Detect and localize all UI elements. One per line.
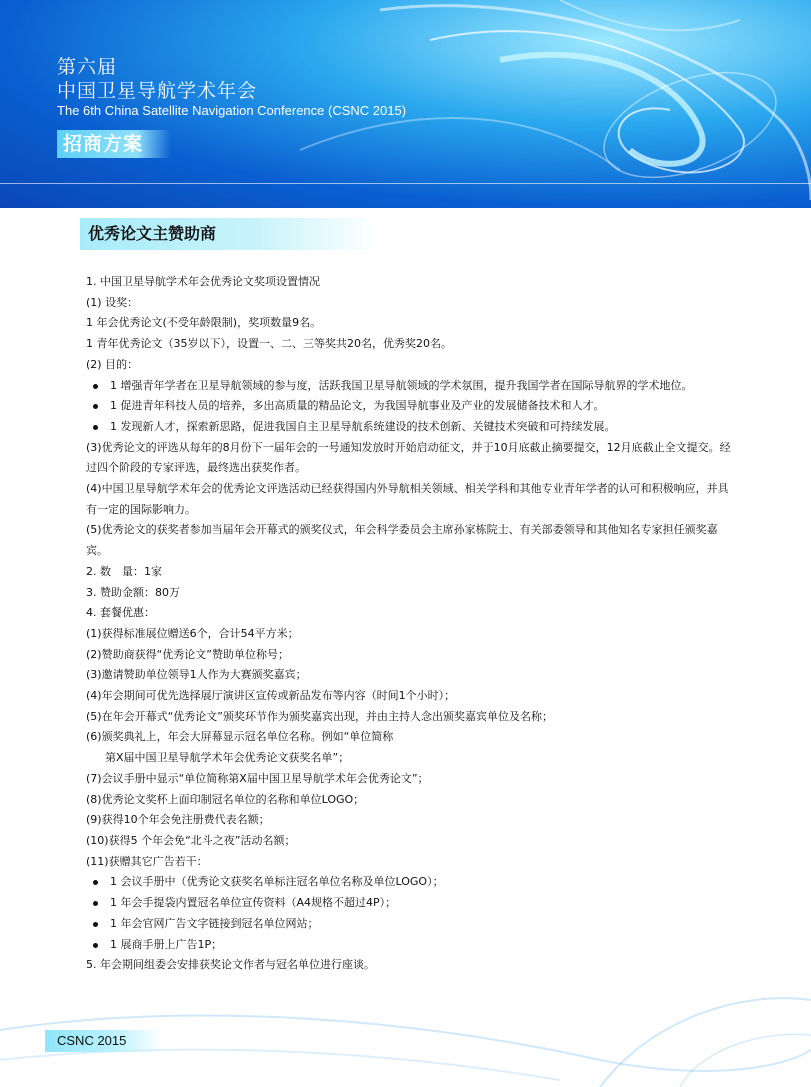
conference-title-en: The 6th China Satellite Navigation Conference (CSNC 2015) [57,103,407,118]
text-line: 1 青年优秀论文（35岁以下），设置一、二、三等奖共20名，优秀奖20名。 [86,337,452,351]
document-subtitle: 招商方案 [57,130,171,158]
conference-edition: 第六届 [57,56,118,78]
text-line: (1) 设奖： [86,295,139,309]
bullet-item: 1 发现新人才，探索新思路，促进我国自主卫星导航系统建设的技术创新、关键技术突破和可持续发展。 [86,417,736,438]
text-line: 5. 年会期间组委会安排获奖论文作者与冠名单位进行座谈。 [86,958,375,972]
bullet-item: 1 增强青年学者在卫星导航领域的参与度，活跃我国卫星导航领域的学术氛围，提升我国学者在国际导航界的学术地位。 [86,376,736,397]
bullet-item: 1 年会官网广告文字链接到冠名单位网站； [86,914,736,935]
text-line: 2. 数 量：1家 [86,564,162,578]
bullet-item: 1 会议手册中（优秀论文获奖名单标注冠名单位名称及单位LOGO）； [86,872,736,893]
text-line: 3. 赞助金额：80万 [86,585,180,599]
bullet-item: 1 促进青年科技人员的培养，多出高质量的精品论文，为我国导航事业及产业的发展储备技术和人才。 [86,396,736,417]
text-line: 1. 中国卫星导航学术年会优秀论文奖项设置情况 [86,275,320,288]
text-line: (4)年会期间可优先选择展厅演讲区宣传或新品发布等内容（时间1个小时）； [86,689,456,703]
text-line: (6)颁奖典礼上，年会大屏幕显示冠名单位名称。例如“单位简称 [86,730,394,744]
text-line: (4)中国卫星导航学术年会的优秀论文评选活动已经获得国内外导航相关领域、相关学科和其他专业青年学者的认可和积极响应，并具有一定的国际影响力。 [86,482,729,516]
text-line: (3)邀请赞助单位领导1人作为大赛颁奖嘉宾； [86,668,307,682]
conference-title-cn: 中国卫星导航学术年会 [57,80,258,102]
text-line: (5)优秀论文的获奖者参加当届年会开幕式的颁奖仪式，年会科学委员会主席孙家栋院士、有关部委领导和其他知名专家担任颁奖嘉宾。 [86,523,718,558]
bottom-swirl-decoration [0,880,811,1087]
text-line: (2)赞助商获得“优秀论文”赞助单位称号； [86,647,289,661]
text-line: (11)获赠其它广告若干： [86,854,208,868]
header-banner [0,0,811,208]
text-line: (8)优秀论文奖杯上面印制冠名单位的名称和单位LOGO； [86,792,365,806]
text-line: (3)优秀论文的评选从每年的8月份下一届年会的一号通知发放时开始启动征文，并于10月底截止摘要提交，12月底截止全文提交。经过四个阶段的专家评选，最终选出获奖作者。 [86,440,731,475]
banner-divider [0,183,811,184]
text-line: 1 年会优秀论文(不受年龄限制)，奖项数量9名。 [86,316,322,330]
text-line: (9)获得10个年会免注册费代表名额； [86,813,270,827]
bullet-item: 1 年会手提袋内置冠名单位宣传资料（A4规格不超过4P）； [86,893,736,914]
text-line: (2) 目的： [86,357,139,371]
text-line: 第X届中国卫星导航学术年会优秀论文获奖名单”； [105,751,350,765]
text-line: (7)会议手册中显示“单位简称第X届中国卫星导航学术年会优秀论文”； [86,771,429,785]
bullet-item: 1 展商手册上广告1P； [86,935,736,956]
text-line: (10)获得5 个年会免“北斗之夜”活动名额； [86,833,296,847]
text-line: (5)在年会开幕式“优秀论文”颁奖环节作为颁奖嘉宾出现，并由主持人念出颁奖嘉宾单位及名称； [86,709,553,723]
body-content [86,272,736,976]
footer-tag: CSNC 2015 [45,1030,162,1052]
section-title: 优秀论文主赞助商 [80,218,378,250]
text-line: 4. 套餐优惠： [86,606,155,620]
text-line: (1)获得标准展位赠送6个，合计54平方米； [86,626,299,640]
